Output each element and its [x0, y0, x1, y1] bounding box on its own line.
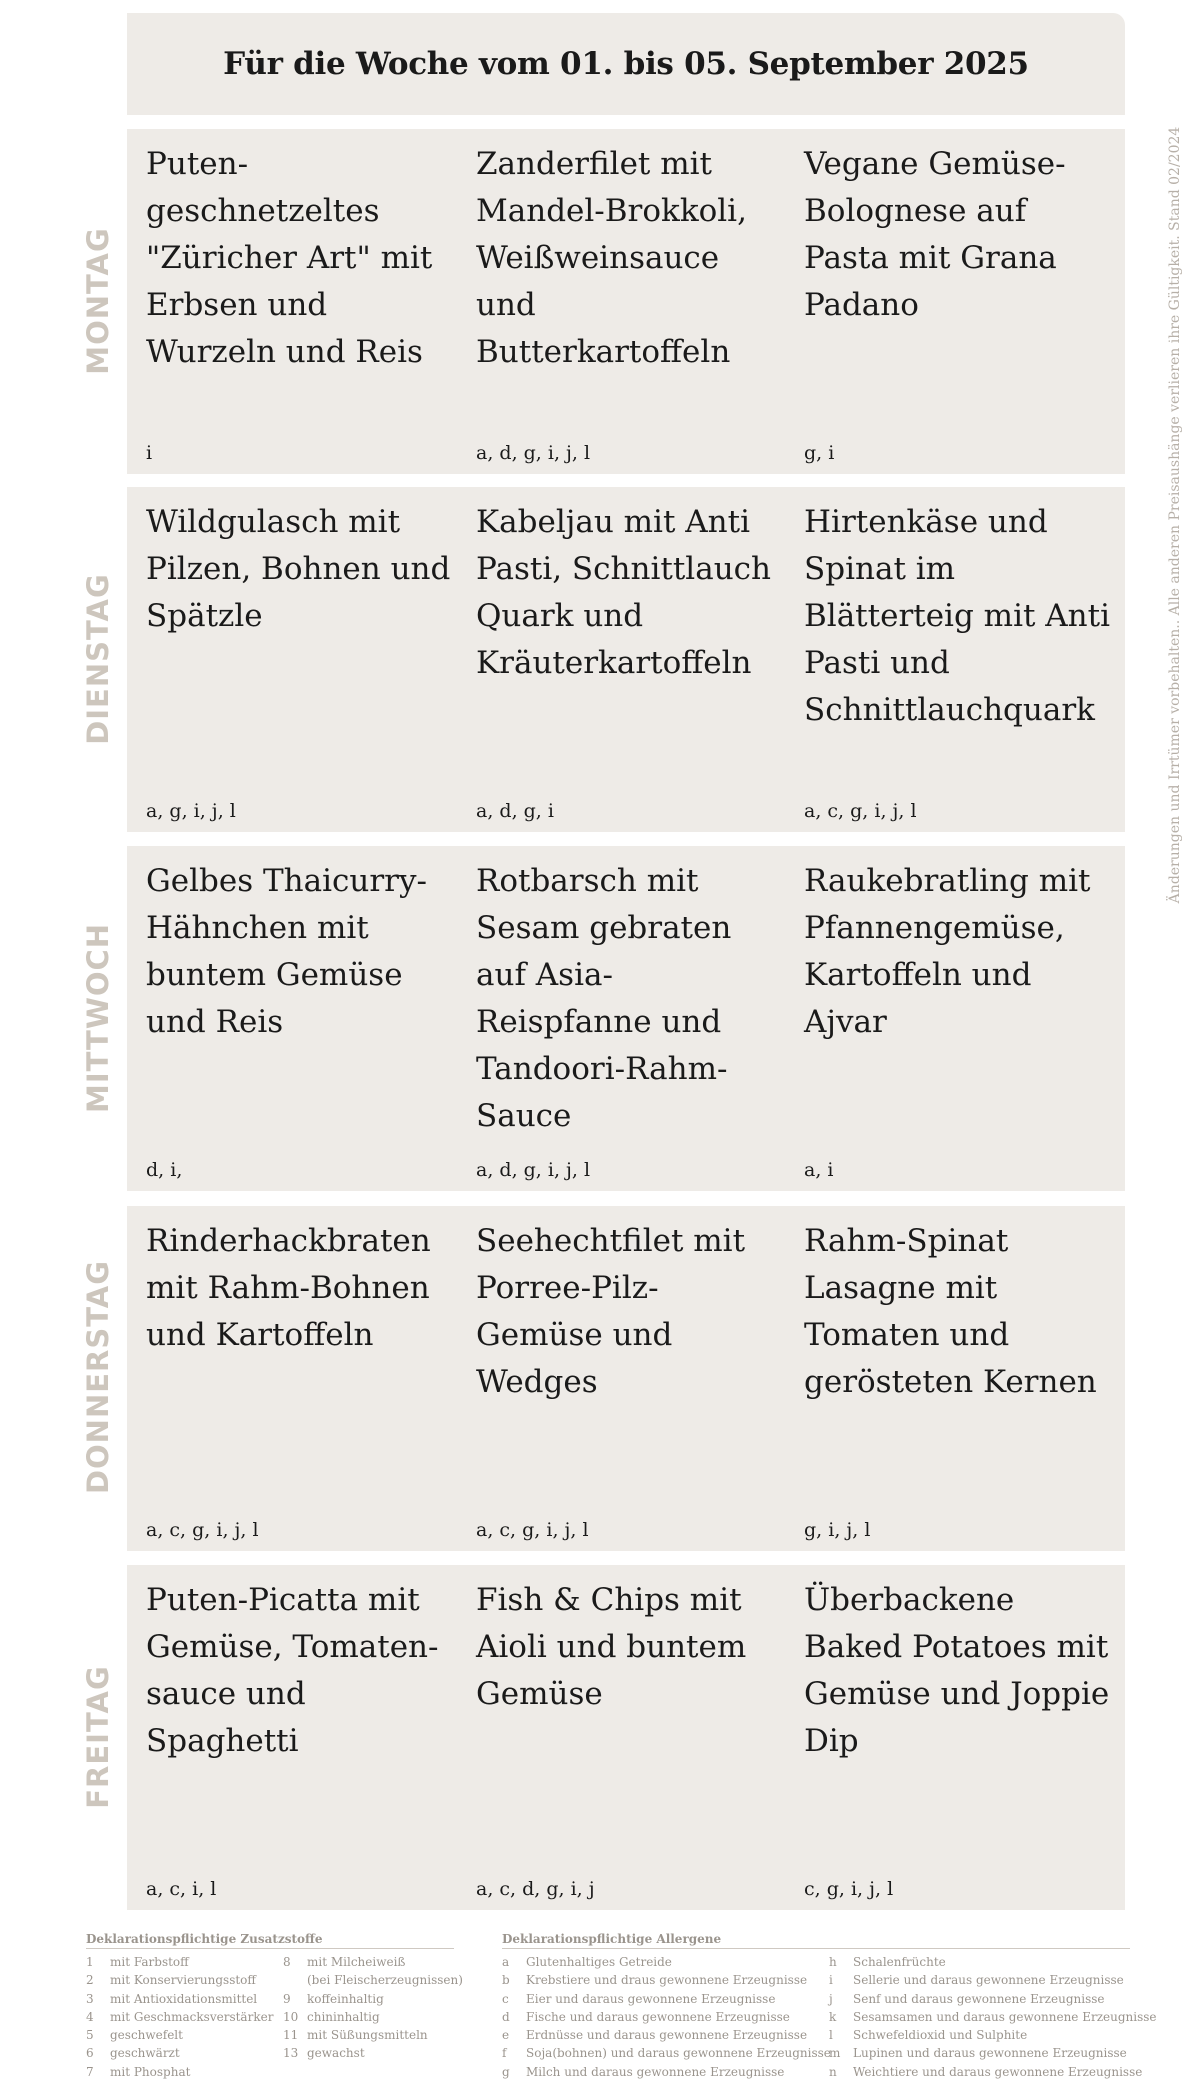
day-label-text: MITTWOCH	[81, 922, 115, 1114]
legend-item: 7 mit Phosphat	[86, 2064, 191, 2079]
dish-name: Zanderfilet mit Mandel-Brokkoli, Weißweinsauce und Butterkartoffeln	[476, 146, 747, 370]
legend-item: (bei Fleischerzeugnissen)	[307, 1973, 463, 1988]
legend-item: f Soja(bohnen) und daraus gewonnene Erzeugnisse	[502, 2046, 831, 2061]
allergen-codes: i	[146, 442, 153, 464]
legend-item: i Sellerie und daraus gewonnene Erzeugnisse	[829, 1973, 1124, 1988]
allergen-codes: a, c, d, g, i, j	[476, 1878, 595, 1900]
dish-name: Gelbes Thaicurry-Hähnchen mit buntem Gemüse und Reis	[146, 863, 427, 1040]
menu-cell	[785, 1206, 1125, 1551]
legend-item: 8 mit Milcheiweiß	[283, 1955, 406, 1969]
dish-name: Rahm-Spinat Lasagne mit Tomaten und gerösteten Kernen	[804, 1223, 1097, 1400]
legend-item: 10 chininhaltig	[283, 2009, 380, 2024]
day-label-text: FREITAG	[81, 1665, 115, 1809]
legend-item: 6 geschwärzt	[86, 2046, 180, 2061]
disclaimer-text: Änderungen und Irrtümer vorbehalten.. Alle anderen Preisaushänge verlieren ihre Gültigkeit. Stand 02/2024	[1167, 126, 1183, 904]
additives-column-1	[86, 1953, 273, 2081]
allergen-codes: a, d, g, i	[476, 800, 554, 822]
menu-cell	[785, 1565, 1125, 1910]
dish-name: Vegane Gemüse-Bolognese auf Pasta mit Grana Padano	[804, 146, 1066, 323]
legend-item: 13 gewachst	[283, 2046, 365, 2061]
menu-cell	[785, 487, 1125, 832]
menu-cell	[457, 1206, 785, 1551]
legend-item: 3 mit Antioxidationsmittel	[86, 1991, 258, 2006]
dish-name: Raukebratling mit Pfannengemüse, Kartoffeln und Ajvar	[804, 863, 1091, 1040]
allergens-column-1	[502, 1953, 831, 2081]
legend-item: j Senf und daraus gewonnene Erzeugnisse	[829, 1991, 1105, 2006]
legend-item: k Sesamsamen und daraus gewonnene Erzeugnisse	[829, 2009, 1157, 2024]
menu-cell	[127, 1565, 457, 1910]
menu-cell	[457, 487, 785, 832]
legend-item: h Schalenfrüchte	[829, 1955, 946, 1969]
legend-item: 4 mit Geschmacksverstärker	[86, 2009, 274, 2024]
dish-name: Kabeljau mit Anti Pasti, Schnittlauch Quark und Kräuterkartoffeln	[476, 504, 771, 681]
legend-item: c Eier und daraus gewonnene Erzeugnisse	[502, 1991, 776, 2006]
legend-item: a Glutenhaltiges Getreide	[502, 1955, 672, 1969]
allergens-column-2	[829, 1953, 1157, 2081]
legend-item: n Weichtiere und daraus gewonnene Erzeugnisse	[829, 2064, 1143, 2079]
legend-item: 1 mit Farbstoff	[86, 1955, 189, 1969]
allergen-codes: a, c, g, i, j, l	[146, 1519, 259, 1541]
day-label-text: DIENSTAG	[81, 573, 115, 745]
legend-item: 11 mit Süßungsmitteln	[283, 2028, 428, 2043]
additives-legend	[86, 1932, 463, 2083]
allergen-codes: a, d, g, i, j, l	[476, 1159, 591, 1181]
allergen-codes: c, g, i, j, l	[804, 1878, 894, 1900]
allergen-codes: g, i	[804, 442, 835, 464]
menu-cell	[127, 129, 457, 474]
allergens-legend	[502, 1932, 1157, 2083]
dish-name: Wildgulasch mit Pilzen, Bohnen und Spätzle	[146, 504, 451, 634]
allergen-codes: g, i, j, l	[804, 1519, 871, 1541]
menu-header	[127, 13, 1125, 115]
legend-item: b Krebstiere und draus gewonnene Erzeugnisse	[502, 1973, 808, 1988]
menu-cell	[457, 129, 785, 474]
menu-cell	[785, 129, 1125, 474]
legend-item: e Erdnüsse und daraus gewonnene Erzeugnisse	[502, 2028, 808, 2043]
legend-item: l Schwefeldioxid und Sulphite	[829, 2028, 1028, 2043]
dish-name: Überbackene Baked Potatoes mit Gemüse und Joppie Dip	[804, 1582, 1110, 1759]
day-label-text: DONNERSTAG	[81, 1259, 115, 1495]
additives-legend-title: Deklarationspflichtige Zusatzstoffe	[86, 1932, 454, 1949]
menu-cell	[127, 487, 457, 832]
legend-item: g Milch und daraus gewonnene Erzeugnisse	[502, 2064, 785, 2079]
allergen-codes: a, i	[804, 1159, 834, 1181]
additives-column-2	[283, 1953, 463, 2063]
dish-name: Fish & Chips mit Aioli und buntem Gemüse	[476, 1582, 747, 1712]
legend-item: 2 mit Konservierungsstoff	[86, 1973, 256, 1988]
menu-cell	[785, 846, 1125, 1191]
dish-name: Seehechtfilet mit Porree-Pilz-Gemüse und Wedges	[476, 1223, 746, 1400]
page-title: Für die Woche vom 01. bis 05. September 2025	[223, 46, 1029, 82]
dish-name: Rotbarsch mit Sesam gebraten auf Asia-Reispfanne und Tandoori-Rahm-Sauce	[476, 863, 732, 1134]
day-row-dienstag	[127, 487, 1125, 832]
dish-name: Rinderhackbraten mit Rahm-Bohnen und Kartoffeln	[146, 1223, 431, 1353]
allergen-codes: a, d, g, i, j, l	[476, 442, 591, 464]
allergen-codes: d, i,	[146, 1159, 183, 1181]
dish-name: Puten-geschnetzeltes "Züricher Art" mit Erbsen und Wurzeln und Reis	[146, 146, 433, 370]
allergen-codes: a, c, g, i, j, l	[804, 800, 917, 822]
legend-item: 5 geschwefelt	[86, 2028, 183, 2043]
allergen-codes: a, g, i, j, l	[146, 800, 236, 822]
day-row-donnerstag	[127, 1206, 1125, 1551]
day-row-freitag	[127, 1565, 1125, 1910]
day-label-text: MONTAG	[81, 227, 115, 375]
menu-cell	[457, 846, 785, 1191]
day-row-mittwoch	[127, 846, 1125, 1191]
allergen-codes: a, c, g, i, j, l	[476, 1519, 589, 1541]
day-row-montag	[127, 129, 1125, 474]
allergens-legend-title: Deklarationspflichtige Allergene	[502, 1932, 1130, 1949]
allergen-codes: a, c, i, l	[146, 1878, 217, 1900]
menu-cell	[127, 846, 457, 1191]
legend-item: m Lupinen und daraus gewonnene Erzeugnisse	[829, 2046, 1127, 2061]
menu-cell	[127, 1206, 457, 1551]
legend-item: 9 koffeinhaltig	[283, 1991, 384, 2006]
dish-name: Puten-Picatta mit Gemüse, Tomaten-sauce und Spaghetti	[146, 1582, 439, 1759]
menu-cell	[457, 1565, 785, 1910]
legend-item: d Fische und daraus gewonnene Erzeugnisse	[502, 2009, 790, 2024]
dish-name: Hirtenkäse und Spinat im Blätterteig mit Anti Pasti und Schnittlauchquark	[804, 504, 1111, 728]
